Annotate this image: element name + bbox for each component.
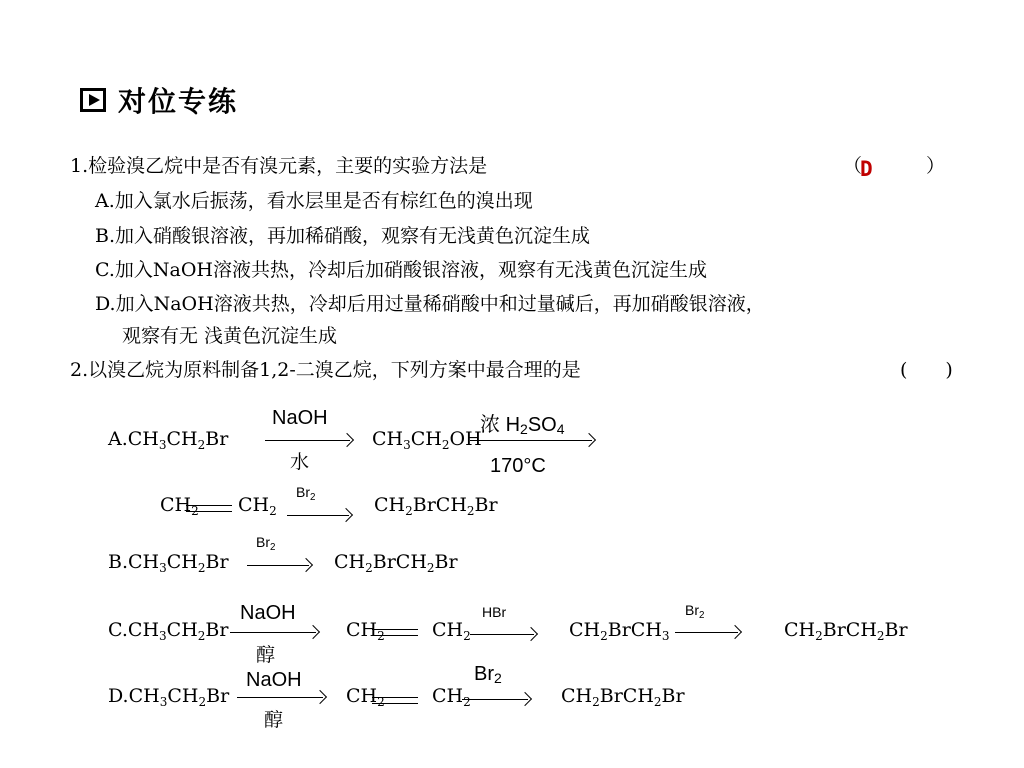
scheme-a-cond-temp: 170°C: [490, 455, 546, 477]
scheme-b-start: $B.CH_3CH_2Br$: [108, 551, 229, 575]
scheme-c-br-text: Br: [685, 602, 699, 618]
scheme-b-br-text: Br: [256, 534, 270, 550]
q1-stem: 1.检验溴乙烷中是否有溴元素，主要的实验方法是: [70, 155, 488, 177]
scheme-c-label: C.: [108, 619, 128, 641]
scheme-c-cond-naoh: NaOH: [240, 602, 296, 624]
scheme-d-product: $CH_2BrCH_2Br$: [561, 685, 685, 709]
scheme-c-start: $C.CH_3CH_2Br$: [108, 619, 229, 643]
q1-paren-open: （: [843, 155, 863, 177]
section-title-text: 对位专练: [118, 85, 239, 118]
scheme-d-cond-alcohol: 醇: [264, 709, 284, 731]
q2-paren: ( ): [900, 359, 953, 381]
scheme-b-product: $CH_2BrCH_2Br$: [334, 551, 458, 575]
scheme-c-ethylene-1: $CH_2$: [346, 619, 385, 643]
scheme-d-ethylene-2: $CH_2$: [432, 685, 471, 709]
q2-stem: 2.以溴乙烷为原料制备1,2-二溴乙烷，下列方案中最合理的是: [70, 359, 581, 381]
q1-option-b: B.加入硝酸银溶液，再加稀硝酸，观察有无浅黄色沉淀生成: [95, 225, 591, 247]
q1-option-c: C.加入NaOH溶液共热，冷却后加硝酸银溶液，观察有无浅黄色沉淀生成: [95, 259, 708, 281]
scheme-a-cond-br2: $Br_2$: [296, 484, 316, 503]
scheme-c-cond-br2: $Br_2$: [685, 602, 705, 621]
scheme-b-cond-br2: $Br_2$: [256, 534, 276, 553]
scheme-c-cond-alcohol: 醇: [256, 644, 276, 666]
scheme-b-arrow: [247, 565, 309, 566]
scheme-d-cond-naoh: NaOH: [246, 669, 302, 691]
scheme-a-label: A.: [108, 428, 128, 450]
q1-option-a: A.加入氯水后振荡，看水层里是否有棕红色的溴出现: [95, 190, 533, 212]
scheme-d-ethylene-1: $CH_2$: [346, 685, 385, 709]
scheme-d-double-bond: [372, 697, 418, 704]
scheme-a-cond-naoh: NaOH: [272, 407, 328, 429]
scheme-c-ethylene-2: $CH_2$: [432, 619, 471, 643]
scheme-a-cond-water: 水: [290, 451, 310, 473]
scheme-d-cond-br2: $Br_2$: [474, 663, 502, 686]
scheme-c-bromoethane: $CH_2BrCH_3$: [569, 619, 670, 643]
scheme-a-start: $A.CH_3CH_2Br$: [108, 428, 229, 452]
scheme-a-double-bond: [186, 505, 232, 512]
scheme-d-arrow-1: [237, 697, 323, 698]
scheme-a-arrow-1: [265, 440, 350, 441]
scheme-a-arrow-2: [470, 440, 592, 441]
scheme-c-cond-hbr: HBr: [482, 604, 507, 620]
scheme-a-ethanol: $CH_3CH_2OH$: [372, 428, 482, 452]
q1-paren-close: ）: [926, 155, 946, 177]
scheme-a-ethylene-2: $CH_2$: [238, 494, 277, 518]
section-title: [80, 80, 238, 120]
play-box-icon: [80, 88, 106, 112]
scheme-a-br-text: Br: [296, 484, 310, 500]
scheme-a-arrow-3: [287, 515, 349, 516]
scheme-c-arrow-1: [230, 632, 316, 633]
q1-answer: D: [860, 157, 873, 181]
scheme-c-arrow-3: [675, 632, 738, 633]
scheme-a-product: $CH_2BrCH_2Br$: [374, 494, 498, 518]
scheme-a-cond-conc: 浓: [480, 414, 506, 436]
scheme-a-cond-h2so4: 浓 $H_2SO_4$: [480, 414, 565, 437]
scheme-b-label: B.: [108, 551, 129, 573]
q1-option-d-cont: 观察有无 浅黄色沉淀生成: [122, 325, 338, 347]
scheme-c-double-bond: [372, 629, 418, 636]
scheme-a-ethylene-1: $CH_2$: [160, 494, 199, 518]
scheme-c-product: $CH_2BrCH_2Br$: [784, 619, 908, 643]
q1-option-d: D.加入NaOH溶液共热，冷却后用过量稀硝酸中和过量碱后，再加硝酸银溶液，: [95, 293, 765, 315]
scheme-c-arrow-2: [470, 634, 534, 635]
scheme-d-arrow-2: [462, 699, 528, 700]
scheme-d-start: $D.CH_3CH_2Br$: [108, 685, 230, 709]
scheme-d-label: D.: [108, 685, 129, 707]
scheme-d-br-text: Br: [474, 663, 494, 685]
